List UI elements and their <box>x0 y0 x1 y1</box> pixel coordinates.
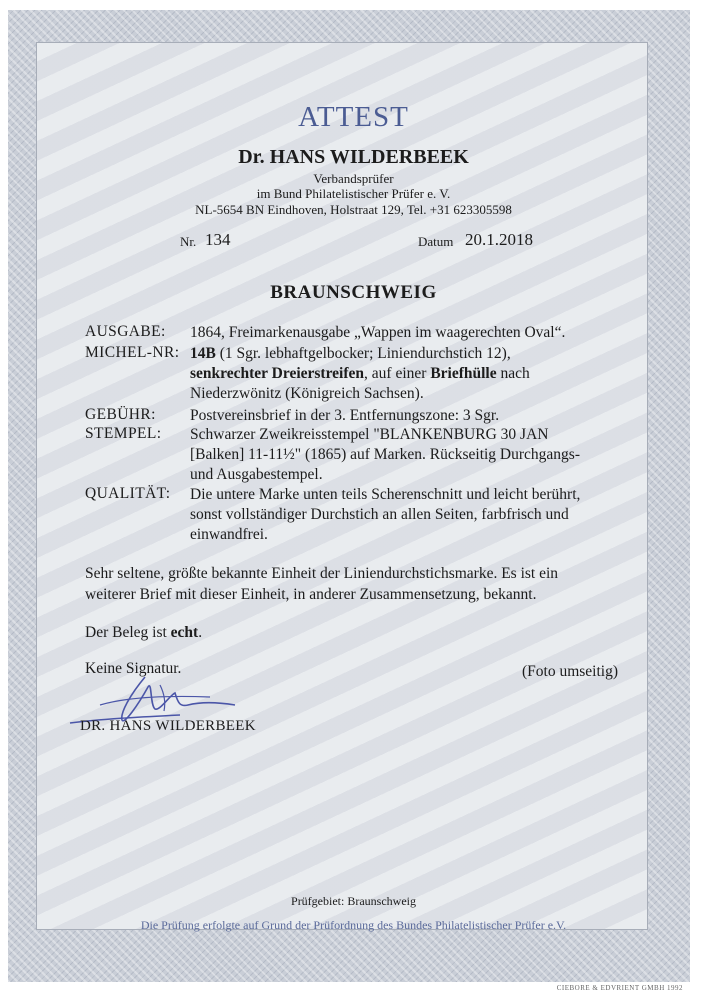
genuine-suffix: . <box>198 624 203 641</box>
examiner-address: NL-5654 BN Eindhoven, Holstraat 129, Tel. +31 623305598 <box>195 202 512 217</box>
remarks <box>85 563 645 605</box>
ausgabe-text: 1864, Freimarkenausgabe „Wappen im waagerechten Oval“. <box>190 324 566 341</box>
qualitaet-line-2: sonst vollständiger Durchstich an allen Seiten, farbfrisch und <box>190 506 569 523</box>
examination-area: Prüfgebiet: Braunschweig <box>291 894 416 908</box>
copyright-notice: CIEBORE & EDVRIENT GMBH 1992 <box>556 984 683 992</box>
stempel-label: STEMPEL: <box>85 425 162 442</box>
remarks-line-1: Sehr seltene, größte bekannte Einheit der Liniendurchstichsmarke. Es ist ein <box>85 565 559 582</box>
qualitaet-line-3: einwandfrei. <box>190 526 268 543</box>
michel-desc-3: nach <box>496 365 530 382</box>
signer-name: DR. HANS WILDERBEEK <box>80 718 256 734</box>
gebuehr-text: Postvereinsbrief in der 3. Entfernungszone: 3 Sgr. <box>190 407 500 424</box>
genuine-word: echt <box>170 624 199 641</box>
ausgabe-label: AUSGABE: <box>85 323 166 340</box>
michel-text <box>190 344 650 404</box>
certificate-title: ATTEST <box>298 101 409 133</box>
genuine-prefix: Der Beleg ist <box>85 624 171 641</box>
michel-line-1 <box>190 344 650 364</box>
examiner-name: Dr. HANS WILDERBEEK <box>238 146 469 168</box>
examiner-role: Verbandsprüfer <box>313 171 394 186</box>
stempel-line-3: und Ausgabestempel. <box>190 466 323 483</box>
stempel-line-2: [Balken] 11-11½" (1865) auf Marken. Rückseitig Durchgangs- <box>190 446 580 463</box>
nr-value: 134 <box>205 230 231 249</box>
date-value: 20.1.2018 <box>465 230 533 249</box>
michel-cover: Briefhülle <box>430 365 497 382</box>
qualitaet-label: QUALITÄT: <box>85 485 171 502</box>
michel-line-2 <box>190 364 650 384</box>
stempel-text <box>190 425 650 485</box>
photo-note: (Foto umseitig) <box>522 663 619 680</box>
genuine-statement <box>85 622 645 643</box>
michel-strip: senkrechter Dreierstreifen <box>190 365 365 382</box>
subject-heading: BRAUNSCHWEIG <box>270 282 437 303</box>
michel-desc-2: , auf einer <box>364 365 431 382</box>
qualitaet-text <box>190 485 650 545</box>
michel-number: 14B <box>190 345 216 362</box>
nr-label: Nr. <box>180 234 197 249</box>
michel-line-3: Niederzwönitz (Königreich Sachsen). <box>190 385 424 402</box>
michel-label: MICHEL-NR: <box>85 344 180 361</box>
signature-note: Keine Signatur. <box>85 660 182 677</box>
stempel-line-1: Schwarzer Zweikreisstempel "BLANKENBURG 30 JAN <box>190 426 549 443</box>
qualitaet-line-1: Die untere Marke unten teils Scherenschnitt und leicht berührt, <box>190 486 581 503</box>
michel-desc: (1 Sgr. lebhaftgelbocker; Liniendurchstich 12), <box>215 345 511 362</box>
date-label: Datum <box>418 234 454 249</box>
examiner-association: im Bund Philatelistischer Prüfer e. V. <box>256 186 451 201</box>
remarks-line-2: weiterer Brief mit dieser Einheit, in anderer Zusammensetzung, bekannt. <box>85 586 537 603</box>
gebuehr-label: GEBÜHR: <box>85 406 156 423</box>
footer-note: Die Prüfung erfolgte auf Grund der Prüfordnung des Bundes Philatelistischer Prüfer e.V. <box>140 918 567 932</box>
